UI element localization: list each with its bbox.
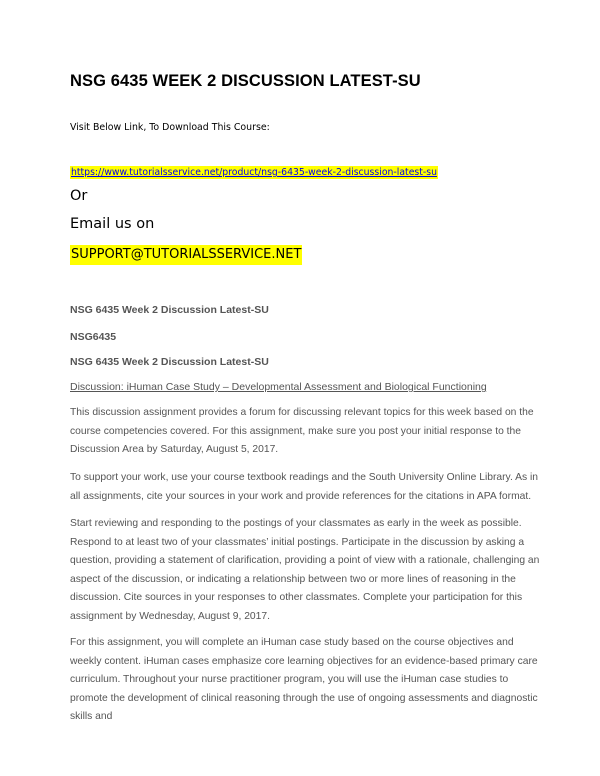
paragraph-support: To support your work, use your course textbook readings and the South University Online Library. As in all assignments, cite your sources in your work and provide references for the citations in APA format. (70, 472, 538, 502)
section-heading-course: NSG 6435 Week 2 Discussion Latest-SU (70, 304, 269, 316)
section-heading-code: NSG6435 (70, 331, 117, 343)
paragraph-overview: This discussion assignment provides a forum for discussing relevant topics for this week based on the course competencies covered. For this assignment, make sure you post your initial response to the Discussion Area by Saturday, August 5, 2017. (70, 407, 534, 456)
email-label: Email us on (70, 216, 155, 232)
or-text: Or (70, 188, 88, 204)
paragraph-ihuman: For this assignment, you will complete an iHuman case study based on the course objectives and weekly content. iHuman cases emphasize core learning objectives for an evidence-based primary care curriculum. Throughout your nurse practitioner program, you will use the iHuman case studies to promote the development of clinical reasoning through the use of ongoing assessments and diagnostic skills and (70, 637, 538, 723)
course-download-link[interactable]: https://www.tutorialsservice.net/product/nsg-6435-week-2-discussion-latest-su (71, 167, 437, 178)
document-title: NSG 6435 WEEK 2 DISCUSSION LATEST-SU (70, 72, 421, 90)
support-email: SUPPORT@TUTORIALSSERVICE.NET (70, 245, 302, 265)
discussion-title: Discussion: iHuman Case Study – Developmental Assessment and Biological Functioning (70, 381, 487, 393)
paragraph-participation: Start reviewing and responding to the postings of your classmates as early in the week as possible. Respond to at least two of your classmates’ initial postings. Participate in the discussion by asking a question, providing a statement of clarification, providing a point of view with a rationale, challenging an aspect of the discussion, or indicating a relationship between two or more lines of reasoning in the discussion. Cite sources in your responses to other classmates. Complete your participation for this assignment by Wednesday, August 9, 2017. (70, 518, 540, 622)
section-heading-course-repeat: NSG 6435 Week 2 Discussion Latest-SU (70, 356, 269, 368)
download-intro-text: Visit Below Link, To Download This Course: (70, 122, 270, 133)
